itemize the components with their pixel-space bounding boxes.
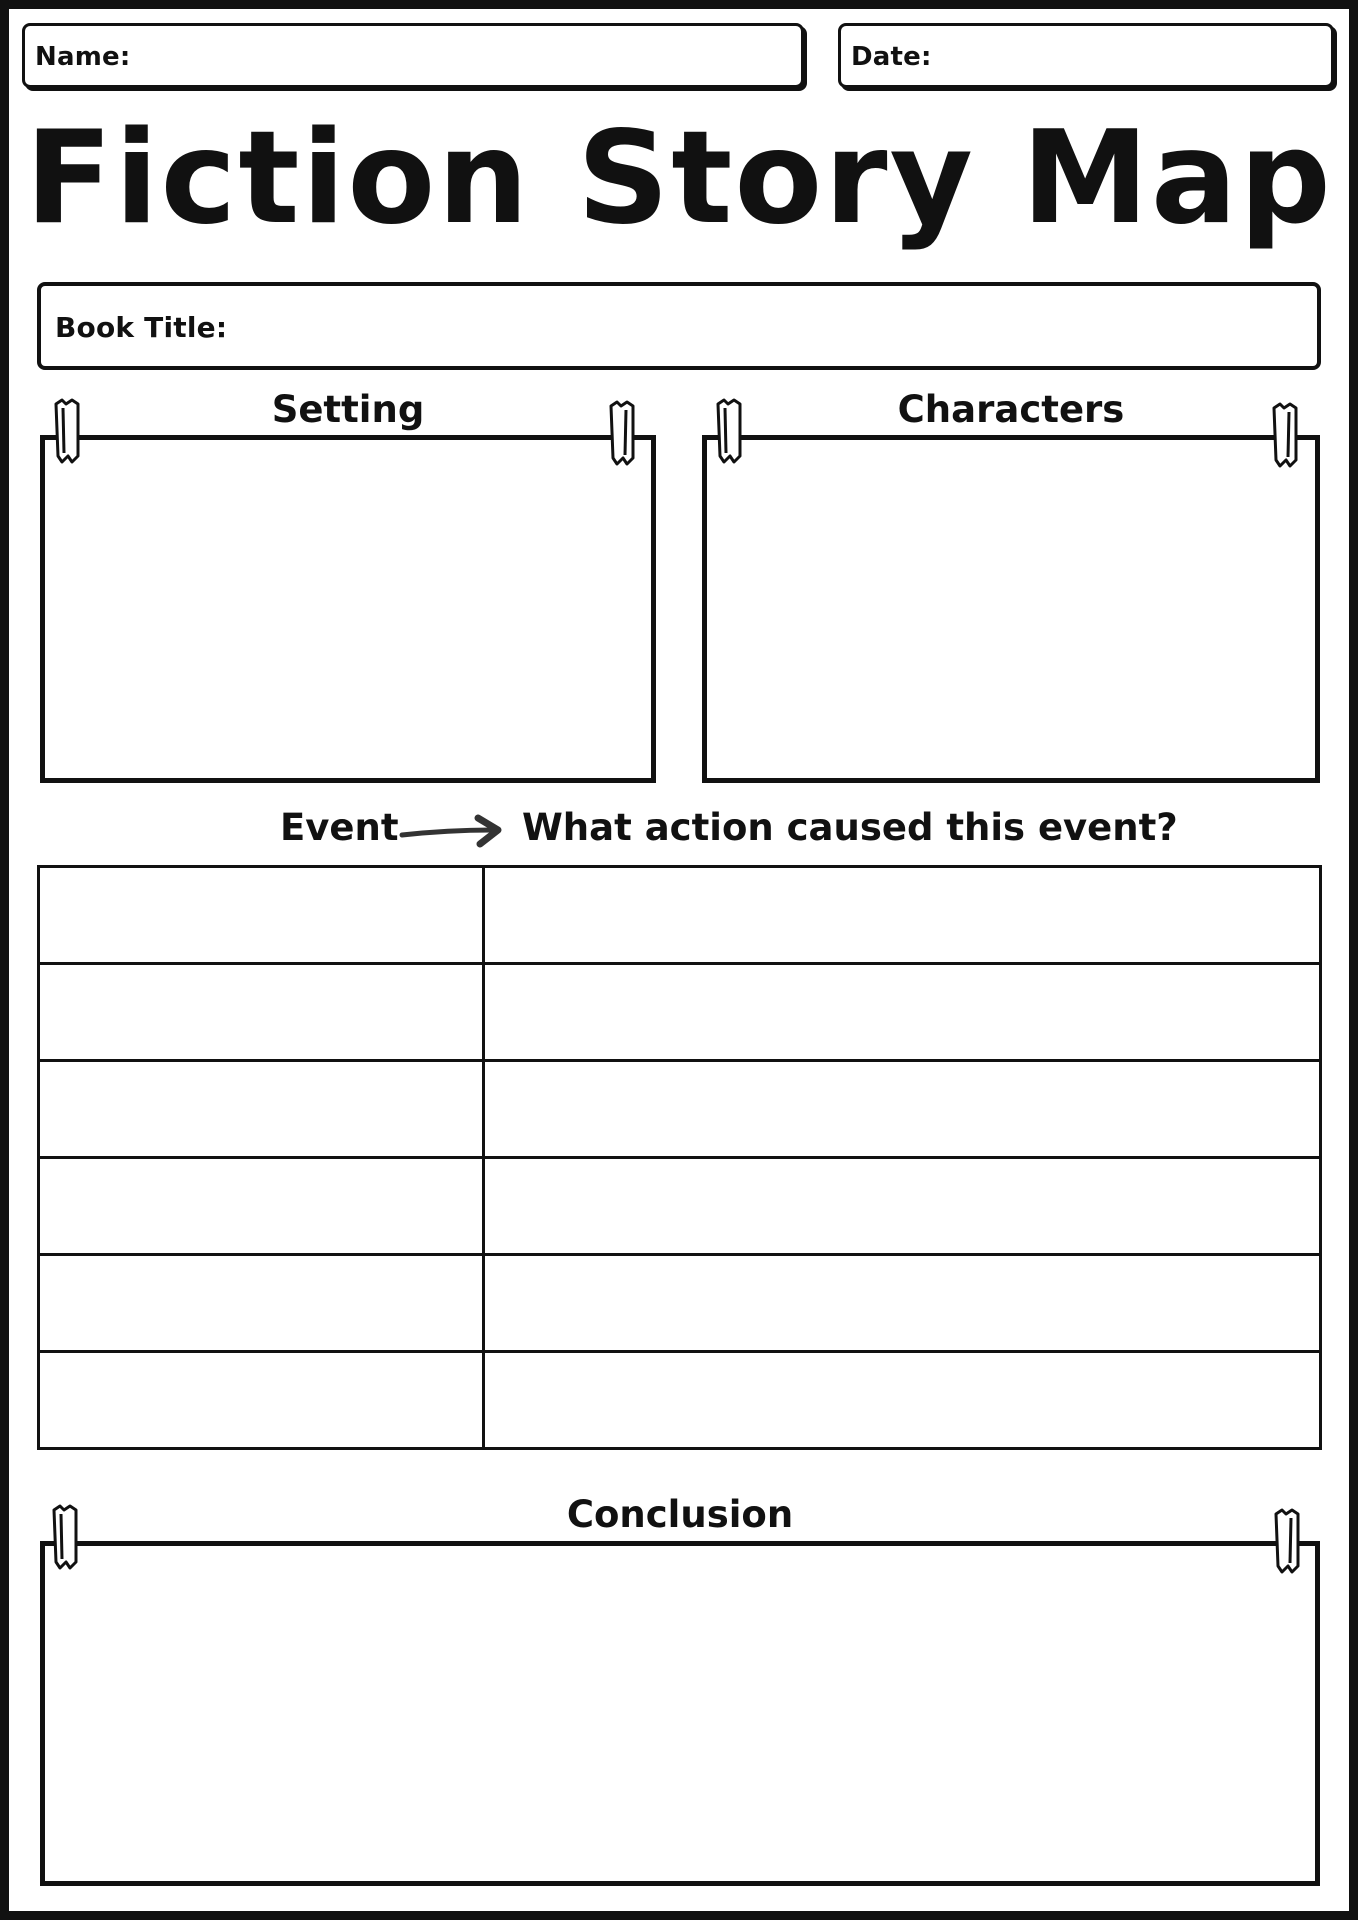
events-table <box>37 865 1322 1450</box>
tape-icon <box>714 398 746 464</box>
date-field[interactable] <box>838 23 1334 88</box>
tape-icon <box>52 398 84 464</box>
table-row <box>39 867 1321 964</box>
name-field[interactable] <box>22 23 804 88</box>
cause-cell[interactable] <box>484 867 1321 964</box>
setting-heading: Setting <box>271 388 425 431</box>
cause-cell[interactable] <box>484 1158 1321 1255</box>
event-cell[interactable] <box>39 1255 484 1352</box>
arrow-right-icon <box>400 812 504 852</box>
tape-icon <box>607 400 639 466</box>
event-cell[interactable] <box>39 964 484 1061</box>
characters-box[interactable] <box>702 435 1320 783</box>
setting-box[interactable] <box>40 435 656 783</box>
conclusion-heading: Conclusion <box>566 1493 794 1536</box>
cause-heading: What action caused this event? <box>522 806 1178 849</box>
table-row <box>39 1255 1321 1352</box>
event-cell[interactable] <box>39 1158 484 1255</box>
date-label: Date: <box>851 42 932 72</box>
tape-icon <box>50 1504 82 1570</box>
tape-icon <box>1270 402 1302 468</box>
book-title-field[interactable] <box>37 282 1321 370</box>
table-row <box>39 1352 1321 1449</box>
tape-icon <box>1272 1508 1304 1574</box>
table-row <box>39 1158 1321 1255</box>
cause-cell[interactable] <box>484 1255 1321 1352</box>
table-row <box>39 1061 1321 1158</box>
event-cell[interactable] <box>39 1352 484 1449</box>
characters-heading: Characters <box>897 388 1125 431</box>
cause-cell[interactable] <box>484 1061 1321 1158</box>
event-heading: Event <box>280 806 399 849</box>
event-cell[interactable] <box>39 1061 484 1158</box>
cause-cell[interactable] <box>484 1352 1321 1449</box>
conclusion-box[interactable] <box>40 1541 1320 1886</box>
cause-cell[interactable] <box>484 964 1321 1061</box>
event-cell[interactable] <box>39 867 484 964</box>
table-row <box>39 964 1321 1061</box>
book-title-label: Book Title: <box>55 311 228 344</box>
name-label: Name: <box>35 42 131 72</box>
page-title: Fiction Story Map <box>25 104 1333 253</box>
